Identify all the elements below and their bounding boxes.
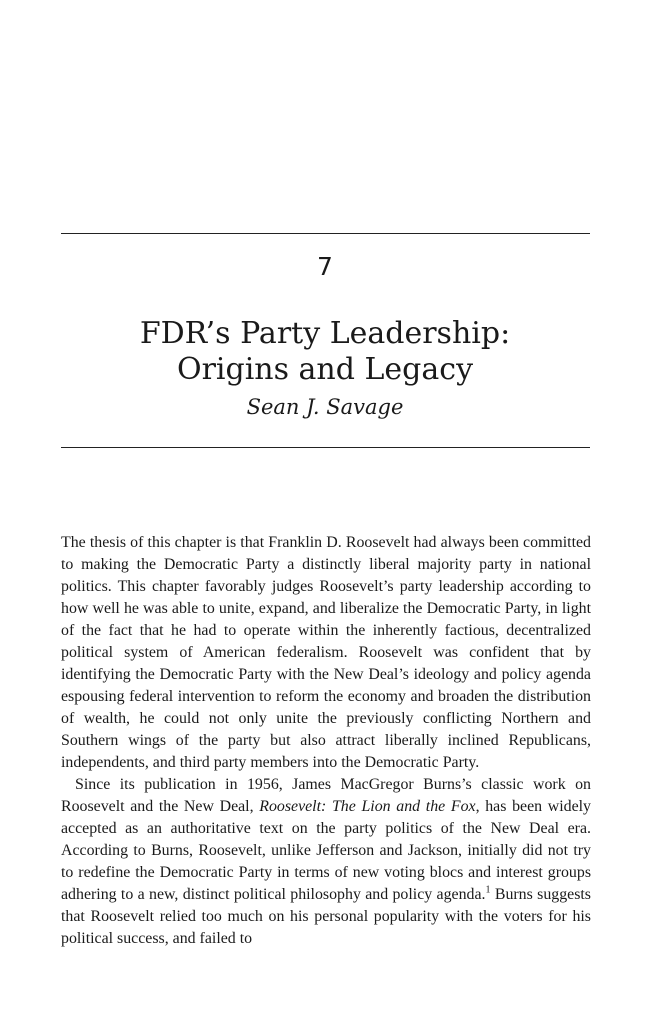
paragraph-2 [61,774,591,950]
book-title: Roosevelt: The Lion and the Fox [259,798,476,815]
paragraph-2-text-a: Since its publication in 1956, James MacGregor Burns’s classic work on Roosevelt and the New Deal, [61,776,591,815]
chapter-author: Sean J. Savage [246,395,404,419]
chapter-body [61,532,591,950]
chapter-number: 7 [317,252,333,281]
paragraph-1: The thesis of this chapter is that Franklin D. Roosevelt had always been committed to making the Democratic Party a distinctly liberal majority party in national politics. This chapter favorably judges Roosevelt’s party leadership according to how well he was able to unite, expand, and liberalize the Democratic Party, in light of the fact that he had to operate within the inherently factious, decentralized political system of American federalism. Roosevelt was confident that by identifying the Democratic Party with the New Deal’s ideology and policy agenda espousing federal intervention to reform the economy and broaden the distribution of wealth, he could not only unite the previously conflicting Northern and Southern wings of the party but also attract liberally inclined Republicans, independents, and third party members into the Democratic Party. [61,534,591,771]
paragraph-2-text-c: Burns suggests that Roosevelt relied too much on his personal popularity with the voters for his political success, and failed to [61,886,591,947]
bottom-rule [61,447,590,448]
footnote-marker[interactable]: 1 [485,884,491,896]
paragraph-2-text-b: , has been widely accepted as an authoritative text on the party politics of the New Deal era. According to Burns, Roosevelt, unlike Jefferson and Jackson, initially did not try to redefine the Democratic Party in terms of new voting blocs and interest groups adhering to a new, distinct political philosophy and policy agenda. [61,798,592,903]
top-rule [61,233,590,234]
chapter-title-line-1: FDR’s Party Leadership: [139,316,511,351]
chapter-title-line-2: Origins and Legacy [176,352,474,387]
